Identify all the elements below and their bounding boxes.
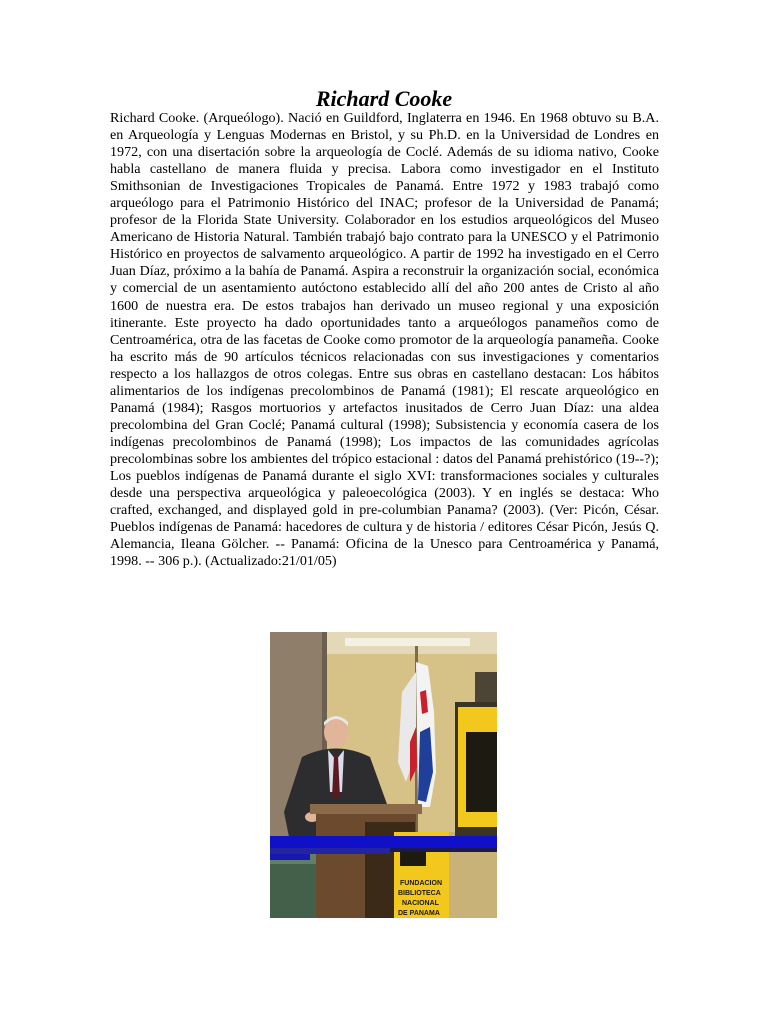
svg-text:DE PANAMA: DE PANAMA xyxy=(398,910,440,917)
svg-text:FUNDACION: FUNDACION xyxy=(400,880,442,887)
svg-text:BIBLIOTECA: BIBLIOTECA xyxy=(398,890,441,897)
speaker-photo xyxy=(270,632,497,918)
svg-text:NACIONAL: NACIONAL xyxy=(402,900,439,907)
document-title: Richard Cooke xyxy=(315,86,453,111)
biography-text: Richard Cooke. (Arqueólogo). Nació en Guildford, Inglaterra en 1946. En 1968 obtuvo su B.A. en Arqueología y Lenguas Modernas en Bristol, y su Ph.D. en la Universidad de Londres en 1972, con una disertación sobre la arqueología de Coclé. Además de su idioma nativo, Cooke habla castellano de manera fluida y precisa. Labora como investigador en el Instituto Smithsonian de Investigaciones Tropicales de Panamá. Entre 1972 y 1983 trabajó como arqueólogo para el Patrimonio Histórico del INAC; profesor de la Universidad de Panamá; profesor de la Florida State University. Colaborador en los estudios arqueológicos del Museo Americano de Historia Natural. También trabajó bajo contrato para la UNESCO y el Patrimonio Histórico en proyectos de salvamento arqueológico. A partir de 1992 ha investigado en el Cerro Juan Díaz, próximo a la bahía de Panamá. Aspira a reconstruir la organización social, económica y comercial de un asentamiento autóctono establecido allí del año 200 antes de Cristo al año 1600 de nuestra era. De estos trabajos han derivado un museo regional y una exposición itinerante. Este proyecto ha dado oportunidades tanto a arqueólogos panameños como de Centroamérica, otra de las facetas de Cooke como promotor de la arqueología panameña. Cooke ha escrito más de 90 artículos técnicos relacionadas con sus investigaciones y comentarios respecto a los hallazgos de otros colegas. Entre sus obras en castellano destacan: Los hábitos alimentarios de los indígenas precolombinos de Panamá (1981); El rescate arqueológico en Panamá (1984); Rasgos mortuorios y artefactos inusitados de Cerro Juan Díaz: una aldea precolombina del Gran Coclé; Panamá cultural (1998); Subsistencia y economía casera de los indígenas precolombinos de Panamá (1998); Los impactos de las comunidades agrícolas precolombinas sobre los ambientes del trópico estacional : datos del Panamá prehistórico (19--?); Los pueblos indígenas de Panamá durante el siglo XVI: transformaciones sociales y culturales desde una perspectiva arqueológica y paleoecológica (2003). Y en inglés se destaca: Who crafted, exchanged, and displayed gold in pre-columbian Panama? (2003). (Ver: Picón, César. Pueblos indígenas de Panamá: hacedores de cultura y de historia / editores César Picón, Jesús Q. Alemancia, Ileana Gölcher. -- Panamá: Oficina de la Unesco para Centroamérica y Panamá, 1998. -- 306 p.). (Actualizado:21/01/05) xyxy=(110,110,659,570)
